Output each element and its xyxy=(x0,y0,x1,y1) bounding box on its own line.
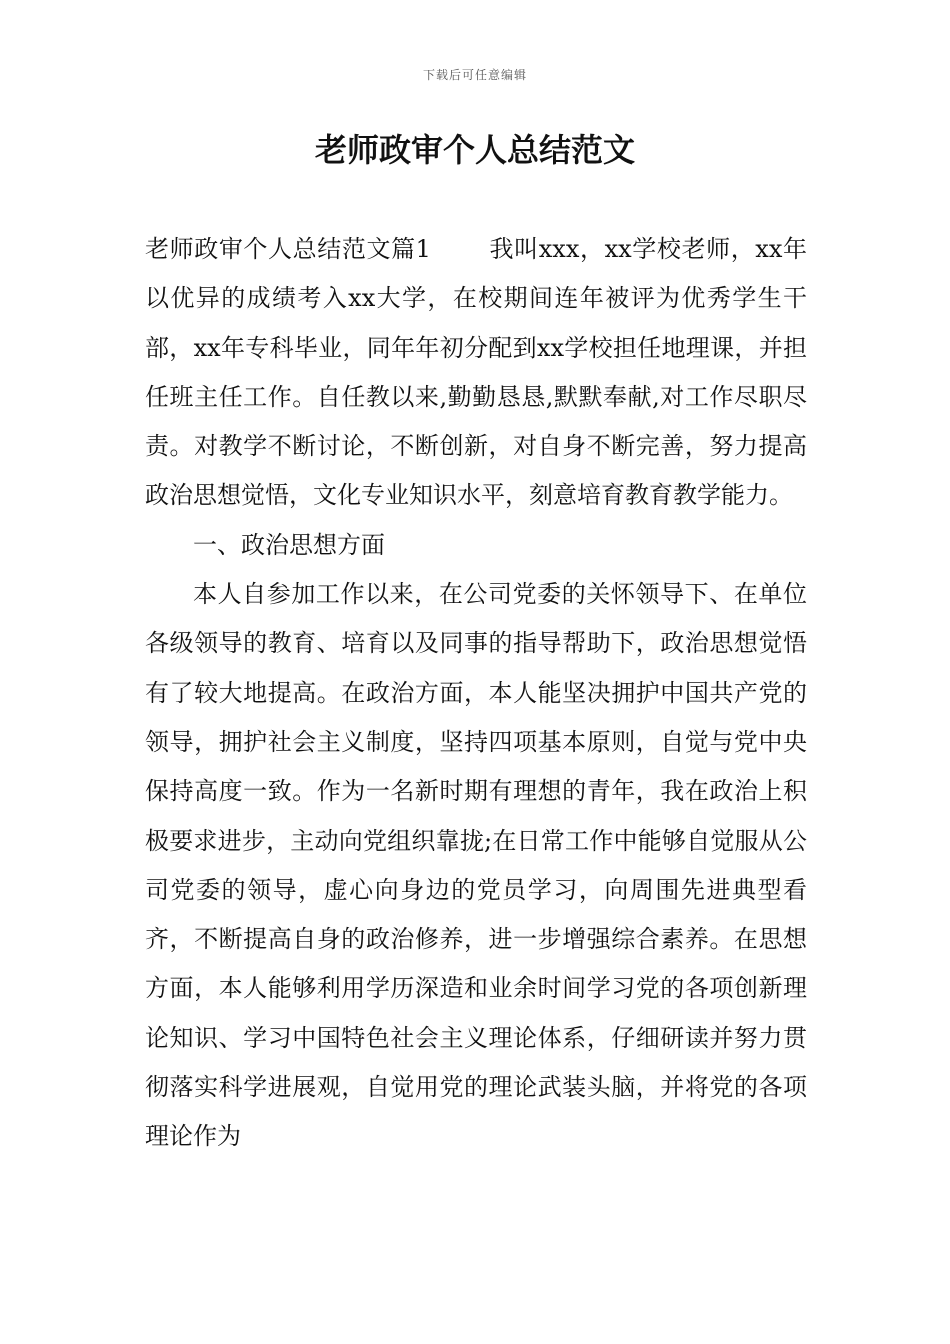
section-paragraph: 本人自参加工作以来，在公司党委的关怀领导下、在单位各级领导的教育、培育以及同事的指导帮助下，政治思想觉悟有了较大地提高。在政治方面，本人能坚决拥护中国共产党的领导，拥护社会主义制度，坚持四项基本原则，自觉与党中央保持高度一致。作为一名新时期有理想的青年，我在政治上积极要求进步，主动向党组织靠拢;在日常工作中能够自觉服从公司党委的领导，虚心向身边的党员学习，向周围先进典型看齐，不断提高自身的政治修养，进一步增强综合素养。在思想方面，本人能够利用学历深造和业余时间学习党的各项创新理论知识、学习中国特色社会主义理论体系，仔细研读并努力贯彻落实科学进展观，自觉用党的理论武装头脑，并将党的各项理论作为 xyxy=(145,580,807,1151)
intro-text: 我叫xxx，xx学校老师，xx年以优异的成绩考入xx大学，在校期间连年被评为优秀学生干部，xx年专科毕业，同年年初分配到xx学校担任地理课，并担任班主任工作。自任教以来,勤勤恳恳,默默奉献,对工作尽职尽责。对教学不断讨论，不断创新，对自身不断完善，努力提高政治思想觉悟，文化专业知识水平，刻意培育教育教学能力。 xyxy=(145,235,807,510)
intro-heading: 老师政审个人总结范文篇1 xyxy=(145,235,431,263)
header-note: 下载后可任意编辑 xyxy=(422,68,527,82)
section-heading: 一、政治思想方面 xyxy=(193,530,385,559)
document-body xyxy=(145,225,807,1162)
document-title: 老师政审个人总结范文 xyxy=(314,131,635,169)
intro-paragraph xyxy=(145,225,807,521)
